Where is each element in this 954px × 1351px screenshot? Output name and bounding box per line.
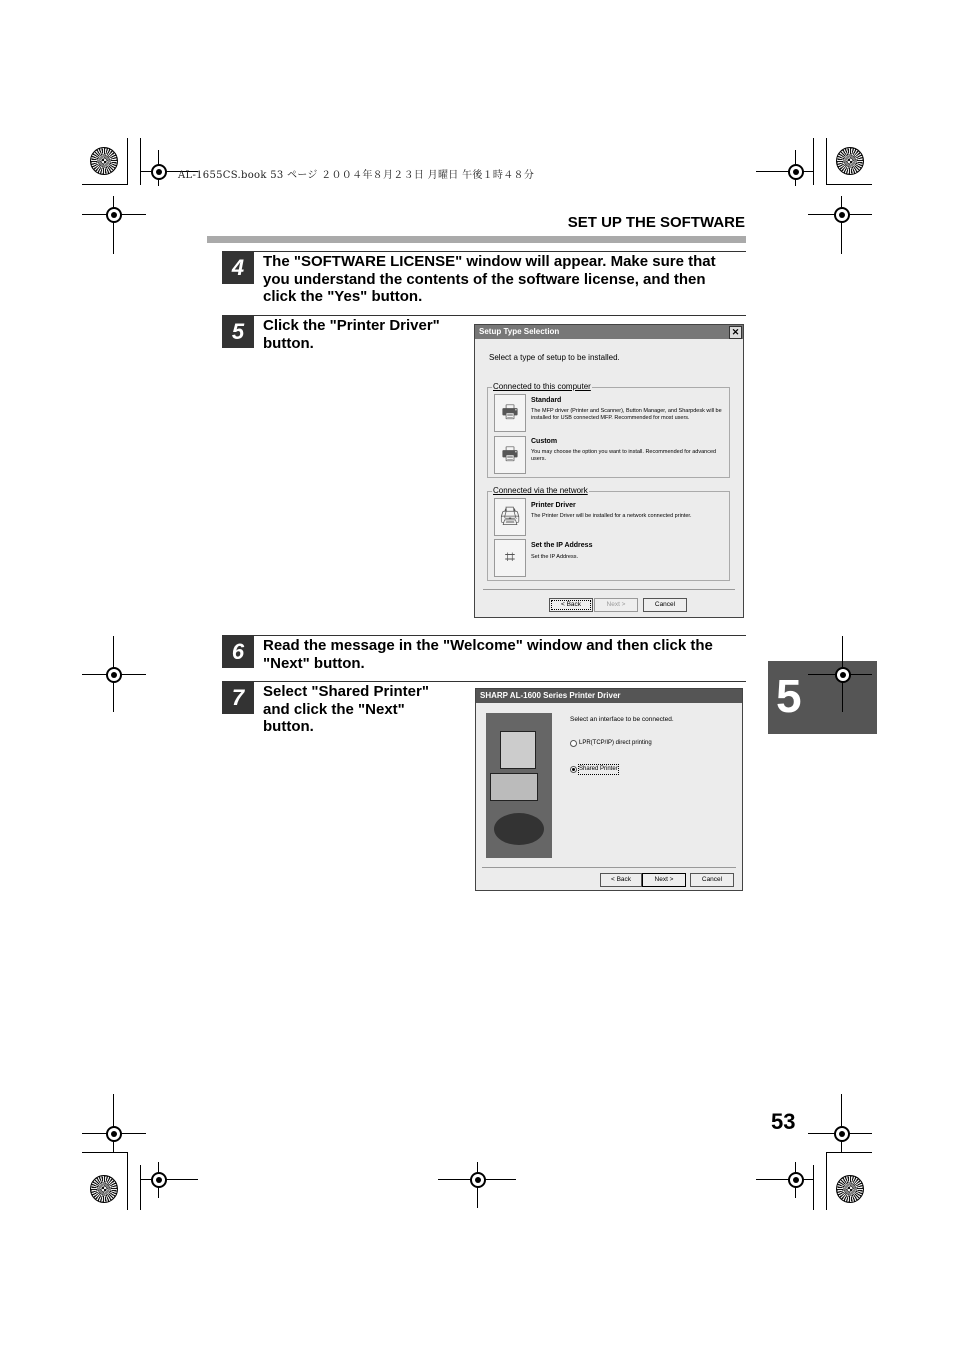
group-label: Connected to this computer <box>493 382 591 391</box>
dialog-separator <box>483 589 735 590</box>
step-text: Click the "Printer Driver" button. <box>263 317 440 352</box>
step-number: 7 <box>222 681 254 714</box>
printer-driver-button[interactable]: 🖨 <box>494 498 526 536</box>
option-lpr-label[interactable]: LPR(TCP/IP) direct printing <box>579 740 652 746</box>
cancel-button[interactable]: Cancel <box>643 598 687 612</box>
radio-shared-printer[interactable] <box>570 766 577 773</box>
dialog-title-bar <box>475 325 743 339</box>
step-text: Select "Shared Printer" and click the "Next" button. <box>263 683 429 735</box>
group-connected-network <box>487 486 730 581</box>
color-bar-icon <box>90 147 118 175</box>
dialog-title: Setup Type Selection <box>479 327 560 336</box>
step-number: 4 <box>222 251 254 284</box>
next-button[interactable]: Next > <box>642 873 686 887</box>
setup-type-dialog <box>474 324 744 618</box>
back-button[interactable]: < Back <box>600 873 642 887</box>
registration-mark-icon <box>106 207 122 223</box>
set-ip-description: Set the IP Address. <box>531 554 578 560</box>
section-header: SET UP THE SOFTWARE <box>567 214 745 231</box>
set-ip-title: Set the IP Address <box>531 542 593 549</box>
custom-install-button[interactable]: 🖶 <box>494 436 526 474</box>
printer-driver-title: Printer Driver <box>531 502 576 509</box>
registration-mark-icon <box>470 1172 486 1188</box>
registration-mark-icon <box>834 1126 850 1142</box>
cancel-button[interactable]: Cancel <box>690 873 734 887</box>
custom-description: You may choose the option you want to install. Recommended for advanced users. <box>531 449 717 462</box>
standard-title: Standard <box>531 397 562 404</box>
step-text: The "SOFTWARE LICENSE" window will appear. Make sure that you understand the contents of the software license, and then click the "Yes" button. <box>263 253 716 305</box>
registration-mark-icon <box>788 1172 804 1188</box>
pc-icon <box>490 773 538 801</box>
color-bar-icon <box>836 1175 864 1203</box>
print-info: AL-1655CS.book 53 ページ ２００４年８月２３日 月曜日 午後１時４８分 <box>178 170 535 181</box>
registration-mark-icon <box>835 667 851 683</box>
close-icon[interactable]: ✕ <box>729 326 742 339</box>
option-shared-label[interactable]: Shared Printer <box>579 766 618 772</box>
monitor-icon <box>500 731 536 769</box>
step-divider <box>254 635 746 636</box>
dialog-instruction: Select an interface to be connected. <box>570 716 674 723</box>
printer-driver-description: The Printer Driver will be installed for a network connected printer. <box>531 513 692 519</box>
section-bar <box>207 236 746 243</box>
standard-install-button[interactable]: 🖶 <box>494 394 526 432</box>
set-ip-address-button[interactable]: ⌗ <box>494 539 526 577</box>
step-divider <box>254 251 746 252</box>
page-number: 53 <box>771 1109 796 1134</box>
step-number: 5 <box>222 315 254 348</box>
group-label: Connected via the network <box>493 486 588 495</box>
color-bar-icon <box>90 1175 118 1203</box>
step-number: 6 <box>222 635 254 668</box>
chapter-number: 5 <box>776 670 802 722</box>
step-divider <box>254 315 746 316</box>
printer-driver-dialog <box>475 688 743 891</box>
registration-mark-icon <box>151 1172 167 1188</box>
group-connected-computer <box>487 382 730 478</box>
next-button[interactable]: Next > <box>594 598 638 612</box>
computer-illustration <box>486 713 552 858</box>
dialog-title-bar <box>476 689 742 703</box>
back-button[interactable]: < Back <box>549 598 593 612</box>
disc-icon <box>494 813 544 845</box>
dialog-instruction: Select a type of setup to be installed. <box>489 353 620 362</box>
standard-description: The MFP driver (Printer and Scanner), Button Manager, and Sharpdesk will be installed for USB connected MFP. Recommended for most users. <box>531 408 722 421</box>
color-bar-icon <box>836 147 864 175</box>
radio-lpr[interactable] <box>570 740 577 747</box>
registration-mark-icon <box>151 164 167 180</box>
registration-mark-icon <box>788 164 804 180</box>
step-text: Read the message in the "Welcome" window and then click the "Next" button. <box>263 637 713 672</box>
registration-mark-icon <box>106 1126 122 1142</box>
dialog-separator <box>482 867 736 868</box>
custom-title: Custom <box>531 438 558 445</box>
dialog-title: SHARP AL-1600 Series Printer Driver <box>480 691 621 700</box>
step-divider <box>254 681 746 682</box>
registration-mark-icon <box>106 667 122 683</box>
registration-mark-icon <box>834 207 850 223</box>
